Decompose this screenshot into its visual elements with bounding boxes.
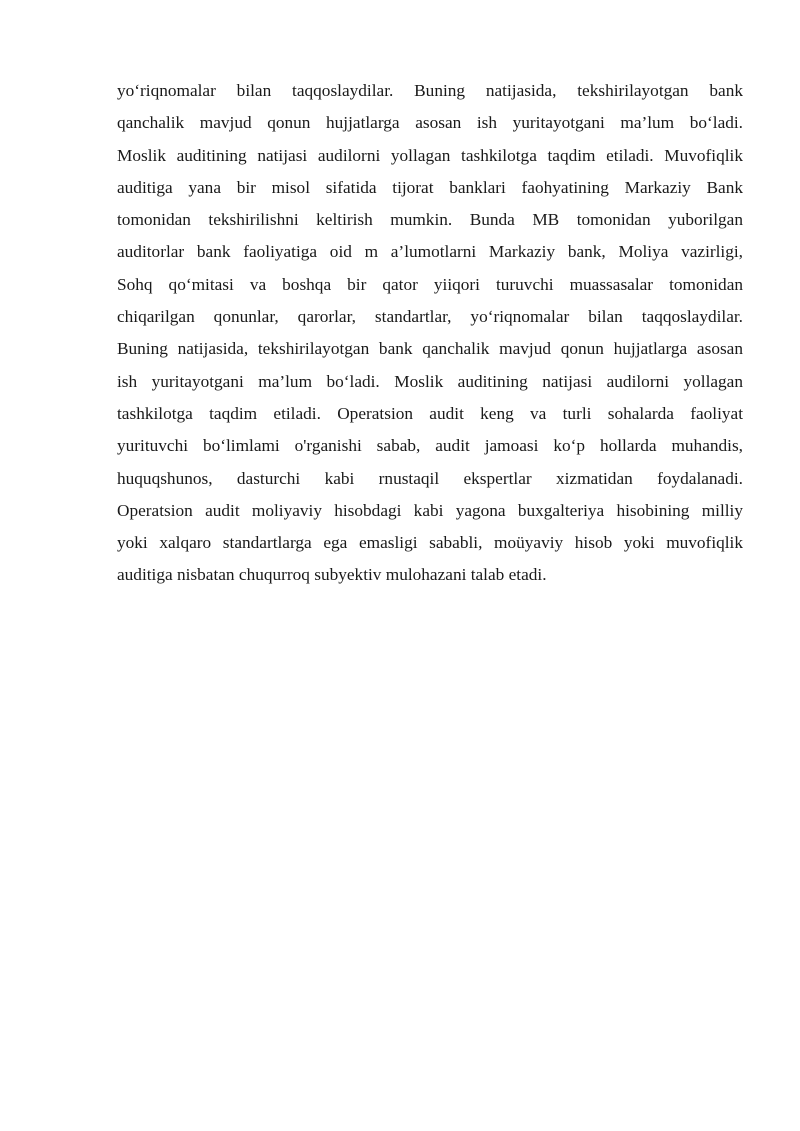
paragraph-line: auditiga yana bir misol sifatida tijorat banklari faohyatining Markaziy Bank (117, 177, 743, 197)
paragraph-line: auditorlar bank faoliyatiga oid m a’lumotlarni Markaziy bank, Moliya vazirligi, (117, 242, 743, 262)
paragraph-line: auditiga nisbatan chuqurroq subyektiv mulohazani talab etadi. (117, 565, 547, 585)
paragraph-line: tomonidan tekshirilishni keltirish mumkin. Bunda MB tomonidan yuborilgan (117, 210, 743, 230)
paragraph-line: Operatsion audit moliyaviy hisobdagi kabi yagona buxgalteriya hisobining milliy (117, 500, 743, 520)
paragraph-line: Sohq qo‘mitasi va boshqa bir qator yiiqori turuvchi muassasalar tomonidan (117, 274, 743, 294)
paragraph-line: Buning natijasida, tekshirilayotgan bank qanchalik mavjud qonun hujjatlarga asosan (117, 339, 743, 359)
body-paragraph (117, 75, 743, 592)
paragraph-line: chiqarilgan qonunlar, qarorlar, standartlar, yo‘riqnomalar bilan taqqoslaydilar. (117, 307, 743, 327)
paragraph-line: tashkilotga taqdim etiladi. Operatsion audit keng va turli sohalarda faoliyat (117, 403, 743, 423)
paragraph-line: ish yuritayotgani ma’lum bo‘ladi. Moslik auditining natijasi audilorni yollagan (117, 371, 743, 391)
paragraph-line: yurituvchi bo‘limlami o'rganishi sabab, audit jamoasi ko‘p hollarda muhandis, (117, 436, 743, 456)
paragraph-line: Moslik auditining natijasi audilorni yollagan tashkilotga taqdim etiladi. Muvofiqlik (117, 145, 743, 165)
paragraph-line: huquqshunos, dasturchi kabi rnustaqil ekspertlar xizmatidan foydalanadi. (117, 468, 743, 488)
paragraph-line: yoki xalqaro standartlarga ega emasligi sababli, moüyaviy hisob yoki muvofiqlik (117, 533, 743, 553)
paragraph-line: yo‘riqnomalar bilan taqqoslaydilar. Buning natijasida, tekshirilayotgan bank (117, 81, 743, 100)
paragraph-line: qanchalik mavjud qonun hujjatlarga asosan ish yuritayotgani ma’lum bo‘ladi. (117, 113, 743, 133)
